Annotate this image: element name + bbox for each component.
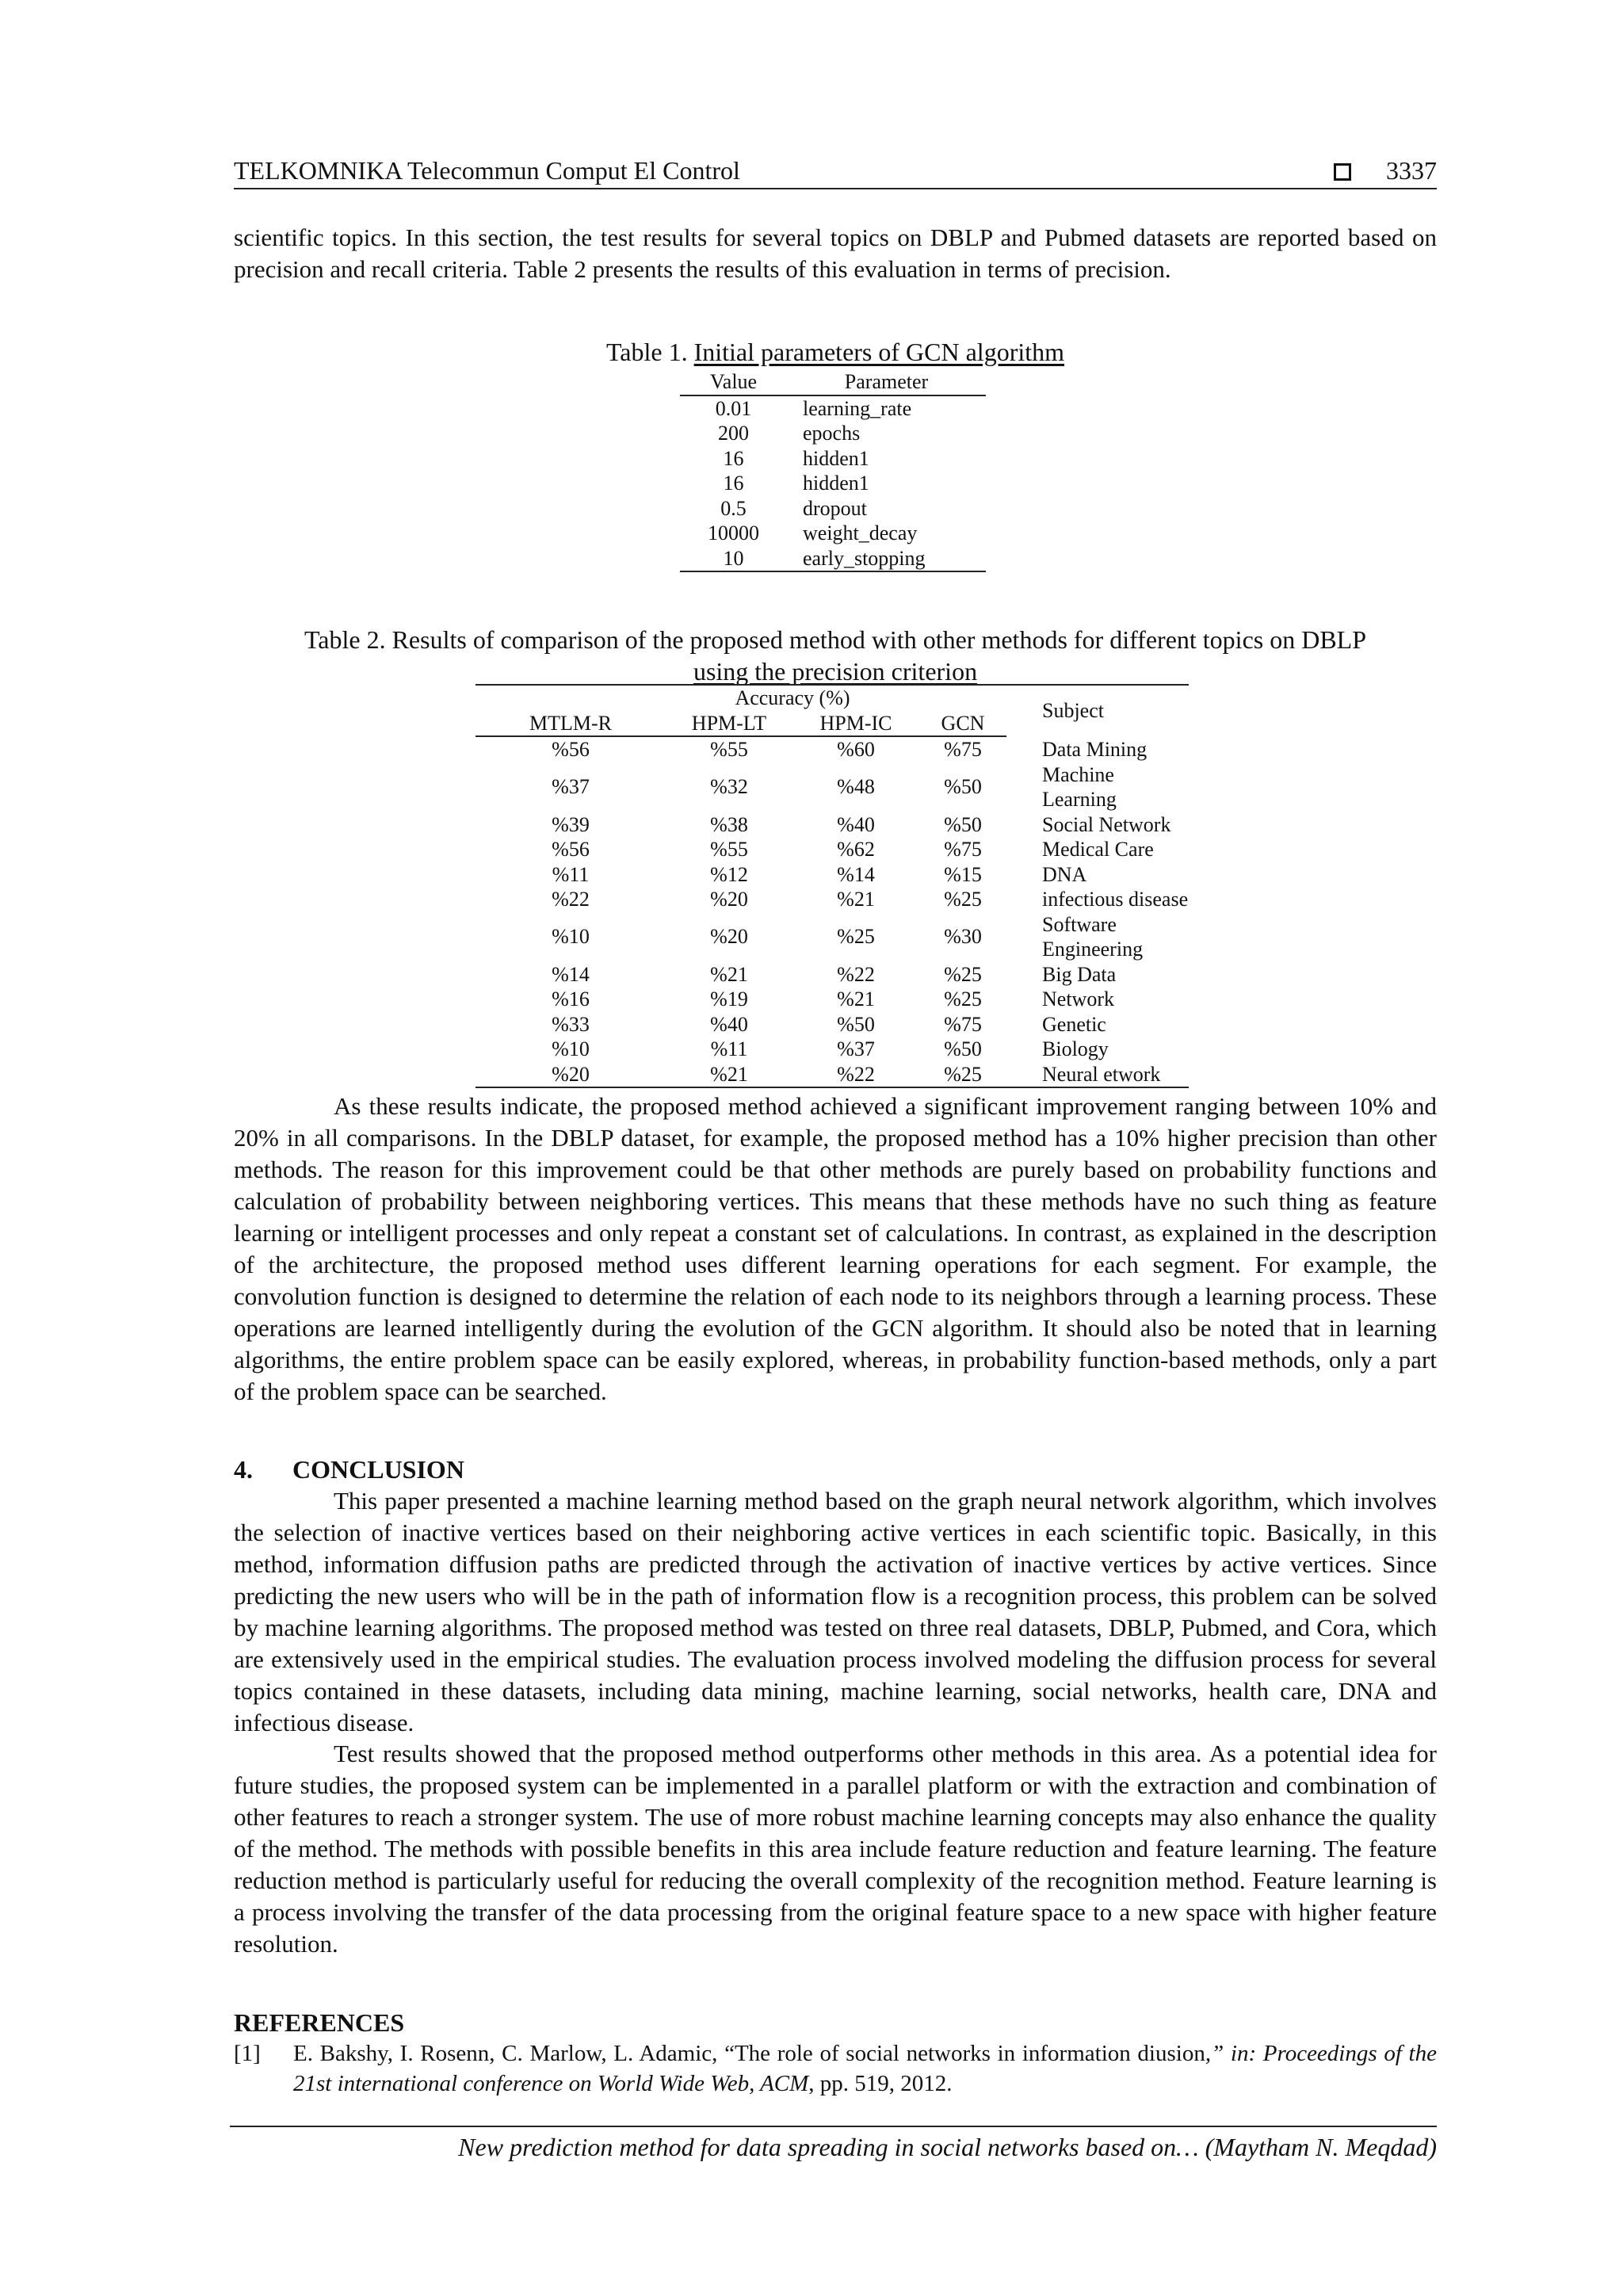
table2-cell-gcn: %15	[944, 862, 982, 886]
table2-row	[475, 837, 1189, 862]
table2-cell-hpm-lt: %21	[710, 962, 748, 986]
table2-cell-hpm-lt: %20	[710, 888, 748, 911]
table2-row	[475, 812, 1189, 838]
footer-rule	[230, 2126, 1437, 2127]
table2-cell-gcn: %75	[944, 738, 982, 761]
table2-cell-gcn: %25	[944, 888, 982, 911]
table2-cell-mtlm-r: %14	[552, 962, 590, 986]
table2-col-gcn: GCN	[919, 711, 1006, 737]
table1-col-parameter: Parameter	[787, 369, 986, 395]
square-bullet-icon	[1334, 163, 1351, 181]
table2-cell-subject: Biology	[1042, 1037, 1109, 1060]
table1-label: Table 1.	[605, 338, 688, 366]
table2-header-row-1	[475, 685, 1189, 711]
table1-cell-value: 200	[718, 422, 749, 445]
table1-row	[680, 546, 986, 572]
table2-cell-mtlm-r: %56	[552, 838, 590, 861]
table2-row	[475, 736, 1189, 762]
table2-cell-mtlm-r: %56	[552, 738, 590, 761]
reference-authors-title: E. Bakshy, I. Rosenn, C. Marlow, L. Adamic, “The role of social networks in information diusion	[293, 2041, 1205, 2066]
table2-row	[475, 1012, 1189, 1037]
table2-cell-subject: Data Mining	[1042, 737, 1148, 761]
table2-cell-subject: Big Data	[1042, 962, 1117, 986]
conclusion-heading	[234, 1454, 464, 1485]
table1-row	[680, 496, 986, 521]
table2-cell-hpm-ic: %25	[837, 925, 875, 949]
table2-cell-hpm-ic: %21	[837, 888, 875, 911]
table2-row	[475, 912, 1189, 962]
table2-cell-hpm-lt: %19	[710, 988, 748, 1010]
table2-cell-mtlm-r: %22	[552, 888, 590, 911]
table2-cell-hpm-ic: %22	[837, 962, 875, 986]
table2-cell-subject: infectious disease	[1042, 888, 1189, 911]
table1-row	[680, 471, 986, 496]
table2-cell-hpm-lt: %55	[710, 738, 748, 761]
table2-caption-line1: Table 2. Results of comparison of the proposed method with other methods for different topics on DBLP	[304, 625, 1367, 654]
table2-row	[475, 962, 1189, 988]
table1-cell-parameter: epochs	[803, 422, 861, 445]
table2-row	[475, 1062, 1189, 1088]
table2-row	[475, 887, 1189, 912]
table2-row	[475, 762, 1189, 812]
table1-col-value: Value	[680, 369, 787, 395]
reference-item	[234, 2038, 1437, 2099]
table2-cell-hpm-ic: %14	[837, 862, 875, 886]
table2-cell-gcn: %50	[944, 1037, 982, 1060]
table1-cell-parameter: early_stopping	[787, 546, 986, 572]
table2-cell-gcn: %50	[944, 812, 982, 836]
page-number-group	[1334, 155, 1437, 186]
table1-cell-parameter: hidden1	[803, 446, 869, 470]
page-number: 3337	[1386, 156, 1437, 185]
table2-cell-subject: Software Engineering	[1042, 912, 1144, 961]
reference-venue: ,” in: Proceedings of the 21st international conference on World Wide Web, ACM	[293, 2041, 1437, 2096]
table2-cell-gcn: %25	[944, 962, 982, 986]
table2-cell-mtlm-r: %37	[552, 775, 590, 799]
results-paragraph: As these results indicate, the proposed method achieved a significant improvement ranging between 10% and 20% in all comparisons. In the DBLP dataset, for example, the proposed method has a 10% higher precision than other methods. The reason for this improvement could be that other methods are purely based on probability functions and calculation of probability between neighboring vertices. This means that these methods have no such thing as feature learning or intelligent processes and only repeat a constant set of calculations. In contrast, as explained in the description of the architecture, the proposed method uses different learning operations for each segment. For example, the convolution function is designed to determine the relation of each node to its neighbors through a learning process. These operations are learned intelligently during the evolution of the GCN algorithm. It should also be noted that in learning algorithms, the entire problem space can be easily explored, whereas, in probability function-based methods, only a part of the problem space can be searched.	[234, 1092, 1437, 1405]
section-title: CONCLUSION	[292, 1455, 464, 1484]
table2-cell-gcn: %25	[944, 988, 982, 1010]
table2-group-header: Accuracy (%)	[735, 686, 850, 709]
table2-cell-mtlm-r: %10	[552, 1037, 590, 1060]
table1-cell-value: 0.5	[720, 496, 747, 520]
table2-cell-hpm-lt: %12	[710, 862, 748, 886]
table1	[680, 369, 986, 572]
table1-row	[680, 395, 986, 422]
reference-tail: , pp. 519, 2012.	[808, 2071, 953, 2096]
table2-col-subject: Subject	[1042, 699, 1104, 723]
table2-cell-gcn: %75	[944, 1012, 982, 1036]
table2-cell-mtlm-r: %39	[552, 812, 590, 836]
conclusion-paragraph-2: Test results showed that the proposed method outperforms other methods in this area. As a potential idea for future studies, the proposed system can be implemented in a parallel platform or with the extraction and combination of other features to reach a stronger system. The use of more robust machine learning concepts may also enhance the quality of the method. The methods with possible benefits in this area include feature reduction and feature learning. The feature reduction method is particularly useful for reducing the overall complexity of the recognition method. Feature learning is a process involving the transfer of the data processing from the original feature space to a new space with higher feature resolution.	[234, 1740, 1437, 1958]
intro-paragraph: scientific topics. In this section, the test results for several topics on DBLP and Pubmed datasets are reported based on precision and recall criteria. Table 2 presents the results of this evaluation in terms of precision.	[234, 223, 1437, 283]
table2-cell-hpm-ic: %37	[837, 1037, 875, 1060]
table1-row	[680, 521, 986, 546]
table2-cell-gcn: %30	[944, 925, 982, 949]
table2-cell-mtlm-r: %16	[552, 988, 590, 1010]
table2-cell-gcn: %25	[919, 1062, 1006, 1088]
table2-cell-subject: Neural etwork	[1006, 1062, 1189, 1088]
table2-cell-hpm-lt: %11	[710, 1037, 748, 1060]
table2-row	[475, 862, 1189, 888]
reference-text	[293, 2038, 1437, 2099]
table1-cell-value: 10	[680, 546, 787, 572]
table2-cell-gcn: %75	[944, 838, 982, 861]
table1-cell-value: 10000	[708, 521, 759, 544]
table2-cell-hpm-lt: %20	[710, 925, 748, 949]
table2-cell-gcn: %50	[944, 775, 982, 799]
table2-row	[475, 987, 1189, 1012]
journal-name: TELKOMNIKA Telecommun Comput El Control	[234, 156, 740, 185]
table1-cell-value: 16	[723, 472, 744, 495]
table2-row	[475, 1037, 1189, 1062]
table1-row	[680, 421, 986, 446]
table2-cell-mtlm-r: %20	[475, 1062, 666, 1088]
table2-cell-mtlm-r: %10	[552, 925, 590, 949]
table2-cell-hpm-lt: %32	[710, 775, 748, 799]
table2-cell-hpm-ic: %62	[837, 838, 875, 861]
table2-cell-hpm-ic: %50	[837, 1012, 875, 1036]
table2-col-hpm-ic: HPM-IC	[792, 711, 919, 737]
table2-cell-hpm-ic: %48	[837, 775, 875, 799]
table2-cell-hpm-lt: %40	[710, 1012, 748, 1036]
running-foot: New prediction method for data spreading in social networks based on… (Maytham N. Meqdad)	[458, 2133, 1437, 2161]
table2-cell-subject: Network	[1042, 988, 1114, 1010]
table2-cell-hpm-ic: %21	[837, 988, 875, 1010]
table2-cell-subject: DNA	[1042, 862, 1087, 886]
table2-cell-subject: Machine Learning	[1042, 762, 1117, 811]
table2-cell-hpm-lt: %38	[710, 812, 748, 836]
table2-cell-subject: Social Network	[1042, 812, 1171, 836]
table1-caption	[234, 336, 1437, 368]
table1-header-row	[680, 369, 986, 395]
table2-cell-subject: Genetic	[1042, 1012, 1106, 1036]
references-heading: REFERENCES	[234, 2008, 405, 2037]
table2-caption-line2: using the precision criterion	[693, 657, 978, 686]
table2-cell-hpm-lt: %55	[710, 838, 748, 861]
table2-cell-mtlm-r: %33	[552, 1012, 590, 1036]
table1-cell-parameter: dropout	[803, 496, 867, 520]
table2	[475, 684, 1189, 1088]
table1-cell-parameter: weight_decay	[803, 521, 918, 544]
table2-col-mtlm-r: MTLM-R	[475, 711, 666, 737]
table2-col-hpm-lt: HPM-LT	[666, 711, 792, 737]
reference-number: [1]	[234, 2041, 261, 2066]
table2-cell-hpm-ic: %40	[837, 812, 875, 836]
table2-cell-hpm-ic: %60	[837, 738, 875, 761]
table1-cell-value: 0.01	[715, 396, 752, 420]
table2-cell-hpm-lt: %21	[666, 1062, 792, 1088]
table1-cell-parameter: hidden1	[803, 472, 869, 495]
section-number: 4.	[234, 1455, 253, 1484]
table2-cell-hpm-ic: %22	[792, 1062, 919, 1088]
table2-caption	[234, 624, 1437, 687]
table1-cell-value: 16	[723, 446, 744, 470]
conclusion-paragraph-1: This paper presented a machine learning method based on the graph neural network algorithm, which involves the selection of inactive vertices based on their neighboring active vertices in each scientific topic. Basically, in this method, information diffusion paths are predicted through the activation of inactive vertices by active vertices. Since predicting the new users who will be in the path of information flow is a recognition process, this problem can be solved by machine learning algorithms. The proposed method was tested on three real datasets, DBLP, Pubmed, and Cora, which are extensively used in the empirical studies. The evaluation process involved modeling the diffusion process for several topics contained in these datasets, including data mining, machine learning, social networks, health care, DNA and infectious disease.	[234, 1487, 1437, 1736]
table2-cell-mtlm-r: %11	[552, 862, 590, 886]
table1-row	[680, 446, 986, 472]
table1-title: Initial parameters of GCN algorithm	[693, 338, 1065, 366]
running-head	[234, 155, 1437, 189]
table2-cell-subject: Medical Care	[1042, 838, 1154, 861]
table1-cell-parameter: learning_rate	[803, 396, 912, 420]
